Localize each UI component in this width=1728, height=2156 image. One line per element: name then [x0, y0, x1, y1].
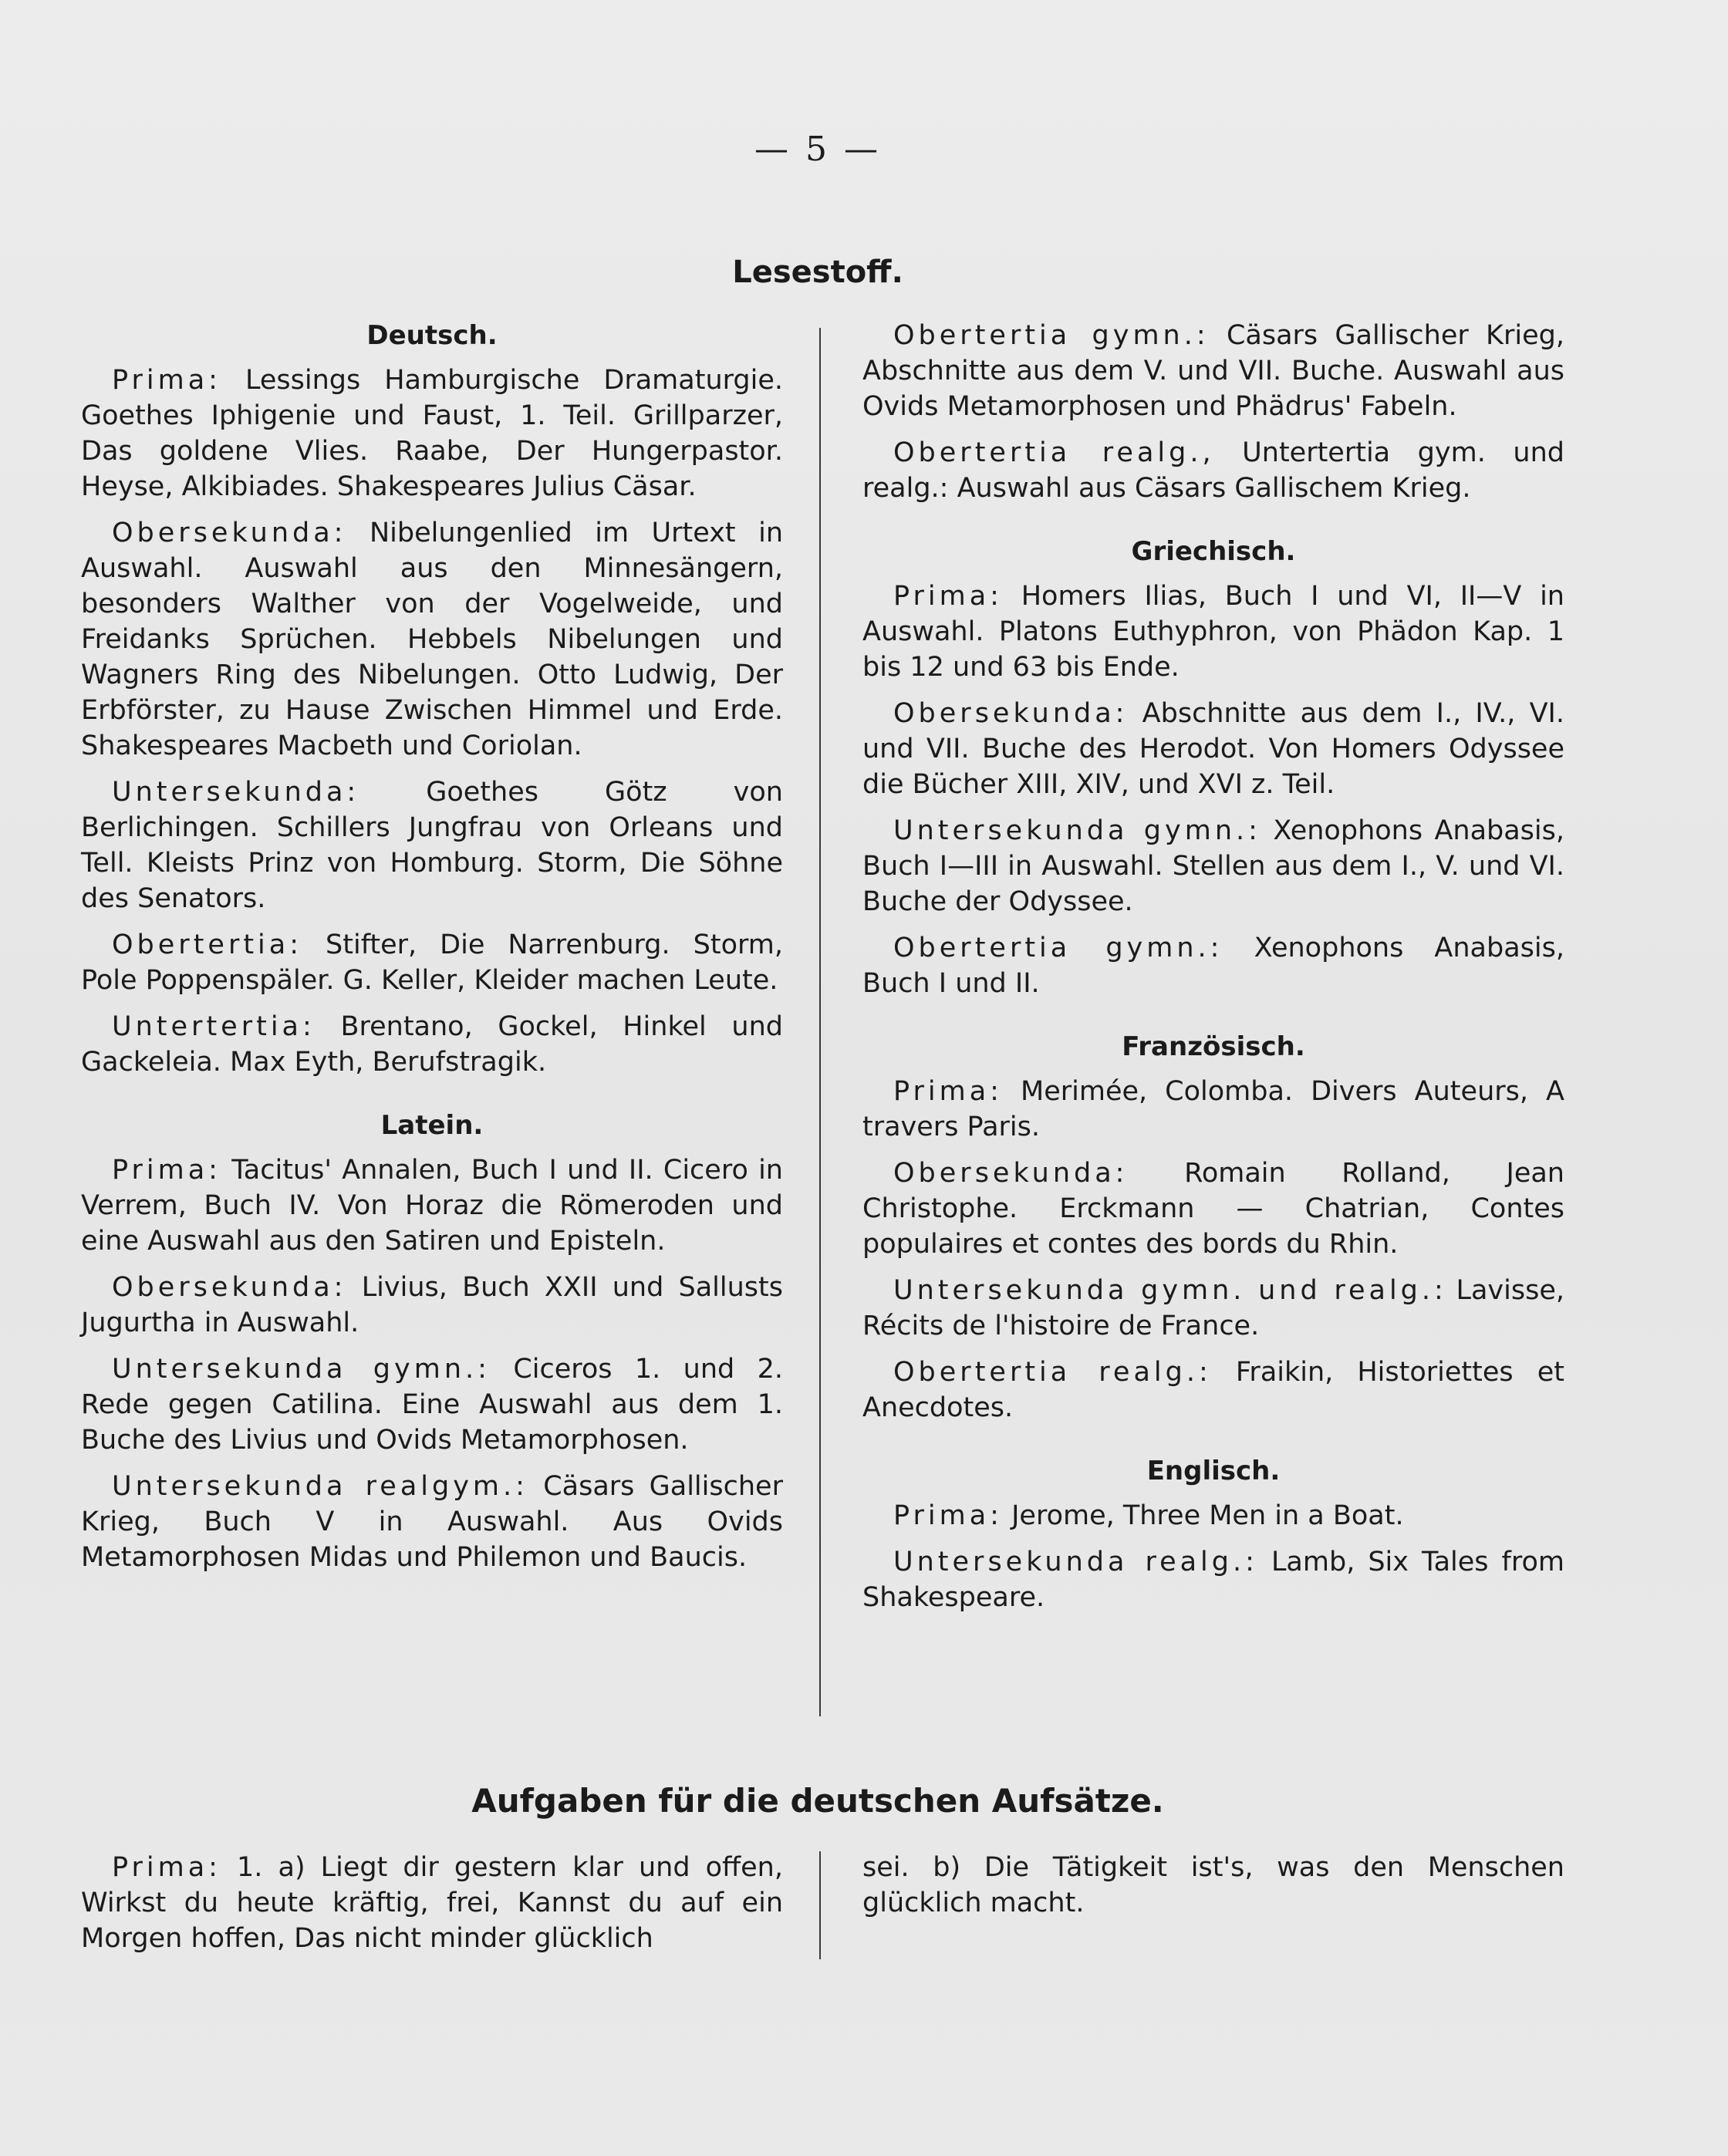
grade-label: Obertertia: — [112, 930, 303, 960]
grade-label: Obertertia realg.: — [893, 1357, 1212, 1388]
grade-label: Obersekunda: — [893, 698, 1129, 729]
entry-text: Lamb, Six Tales from Shakespeare. — [862, 1547, 1564, 1613]
grade-label: Obertertia gymn.: — [893, 933, 1223, 963]
reading-entry — [862, 813, 1564, 919]
entry-text: Merimée, Colomba. Divers Auteurs, A travers Paris. — [862, 1076, 1564, 1142]
grade-label: Untersekunda gymn.: — [893, 815, 1261, 846]
entry-text: Homers Ilias, Buch I und VI, II—V in Auswahl. Platons Euthyphron, von Phädon Kap. 1 bis 12 und 63 bis Ende. — [862, 581, 1564, 683]
essay-right-column — [862, 1850, 1564, 1932]
grade-label: Prima: — [112, 365, 221, 396]
reading-entry — [81, 774, 783, 916]
entry-text: Stifter, Die Narrenburg. Storm, Pole Poppenspäler. G. Keller, Kleider machen Leute. — [81, 930, 783, 996]
reading-entry — [862, 1544, 1564, 1615]
reading-entry — [81, 1351, 783, 1458]
reading-entry — [81, 363, 783, 504]
grade-label: Prima: — [112, 1852, 221, 1883]
right-column — [862, 318, 1564, 1626]
grade-label: Untersekunda gymn. und realg.: — [893, 1275, 1447, 1306]
entry-text: Fraikin, Historiettes et Anecdotes. — [862, 1357, 1564, 1423]
grade-label: Untertertia: — [112, 1011, 316, 1042]
reading-entry — [862, 1498, 1564, 1533]
grade-label: Obertertia gymn.: — [893, 320, 1210, 351]
entry-text: Abschnitte aus dem I., IV., VI. und VII. Buche des Herodot. Von Homers Odyssee die Bücher XIII, XIV, und XVI z. Teil. — [862, 698, 1564, 800]
entry-text: Jerome, Three Men in a Boat. — [1011, 1500, 1404, 1531]
essay-entry — [81, 1850, 783, 1956]
page-number: — 5 — — [754, 130, 881, 169]
grade-label: Untersekunda realgym.: — [112, 1471, 528, 1502]
section-title-lesestoff: Lesestoff. — [732, 255, 903, 290]
grade-label: Untersekunda: — [112, 777, 360, 808]
entry-text: Ciceros 1. und 2. Rede gegen Catilina. Eine Auswahl aus dem 1. Buche des Livius und Ovids Metamorphosen. — [81, 1354, 783, 1456]
grade-label: Prima: — [893, 1500, 1003, 1531]
essay-left-column — [81, 1850, 783, 1967]
entry-text: Xenophons Anabasis, Buch I und II. — [862, 933, 1564, 999]
reading-entry — [862, 1156, 1564, 1262]
entry-text: Lessings Hamburgische Dramaturgie. Goethes Iphigenie und Faust, 1. Teil. Grillparzer, Das goldene Vlies. Raabe, Der Hungerpastor. Heyse, Alkibiades. Shakespeares Julius Cäsar. — [81, 365, 783, 502]
entry-text: Cäsars Gallischer Krieg, Abschnitte aus dem V. und VII. Buche. Auswahl aus Ovids Metamorphosen und Phädrus' Fabeln. — [862, 320, 1564, 422]
entry-text: Nibelungenlied im Urtext in Auswahl. Auswahl aus den Minnesängern, besonders Walther von der Vogelweide, und Freidanks Sprüchen. Hebbels Nibelungen und Wagners Ring des Nibelungen. Otto Ludwig, Der Erbförster, zu Hause Zwischen Himmel und Erde. Shakespeares Macbeth und Coriolan. — [81, 518, 783, 761]
entry-text: Livius, Buch XXII und Sallusts Jugurtha in Auswahl. — [81, 1272, 783, 1338]
reading-entry — [81, 1009, 783, 1080]
entry-text: Brentano, Gockel, Hinkel und Gackeleia. Max Eyth, Berufstragik. — [81, 1011, 783, 1078]
column-divider — [819, 1851, 821, 1959]
entry-text: sei. b) Die Tätigkeit ist's, was den Menschen glücklich macht. — [862, 1852, 1564, 1918]
entry-text: Lavisse, Récits de l'histoire de France. — [862, 1275, 1564, 1341]
reading-entry — [81, 515, 783, 764]
grade-label: Obersekunda: — [893, 1158, 1129, 1189]
grade-label: Obertertia realg., — [893, 437, 1215, 468]
entry-text: 1. a) Liegt dir gestern klar und offen, Wirkst du heute kräftig, frei, Kannst du auf ein Morgen hoffen, Das nicht minder glücklich — [81, 1852, 783, 1954]
reading-entry — [862, 318, 1564, 424]
grade-label: Prima: — [112, 1155, 221, 1186]
grade-label: Untersekunda realg.: — [893, 1547, 1258, 1577]
subject-heading-griechisch: Griechisch. — [1131, 536, 1296, 567]
reading-entry — [81, 927, 783, 998]
subject-heading-franzoesisch: Französisch. — [1122, 1031, 1305, 1062]
left-column — [81, 318, 783, 1586]
grade-label: Obersekunda: — [112, 1272, 347, 1303]
essay-entry — [862, 1850, 1564, 1921]
entry-text: Tacitus' Annalen, Buch I und II. Cicero in Verrem, Buch IV. Von Horaz die Römeroden und eine Auswahl aus den Satiren und Episteln. — [81, 1155, 783, 1257]
reading-entry — [862, 435, 1564, 506]
subject-heading-englisch: Englisch. — [1146, 1456, 1281, 1486]
reading-entry — [81, 1152, 783, 1259]
entry-text: Cäsars Gallischer Krieg, Buch V in Auswahl. Aus Ovids Metamorphosen Midas und Philemon und Baucis. — [81, 1471, 783, 1573]
reading-entry — [81, 1469, 783, 1575]
reading-entry — [862, 1074, 1564, 1145]
column-divider — [819, 328, 821, 1716]
reading-entry — [862, 696, 1564, 802]
entry-text: Untertertia gym. und realg.: Auswahl aus Cäsars Gallischem Krieg. — [862, 437, 1564, 504]
reading-entry — [862, 930, 1564, 1001]
grade-label: Obersekunda: — [112, 518, 347, 548]
subject-heading-deutsch: Deutsch. — [366, 320, 498, 351]
section-title-aufgaben: Aufgaben für die deutschen Aufsätze. — [471, 1782, 1164, 1820]
reading-entry — [862, 1355, 1564, 1426]
entry-text: Romain Rolland, Jean Christophe. Erckmann — Chatrian, Contes populaires et contes des bords du Rhin. — [862, 1158, 1564, 1260]
entry-text: Xenophons Anabasis, Buch I—III in Auswahl. Stellen aus dem I., V. und VI. Buche der Odyssee. — [862, 815, 1564, 917]
grade-label: Prima: — [893, 1076, 1003, 1107]
reading-entry — [862, 1273, 1564, 1344]
reading-entry — [81, 1270, 783, 1341]
reading-entry — [862, 579, 1564, 685]
grade-label: Prima: — [893, 581, 1003, 612]
grade-label: Untersekunda gymn.: — [112, 1354, 491, 1385]
entry-text: Goethes Götz von Berlichingen. Schillers Jungfrau von Orleans und Tell. Kleists Prinz von Homburg. Storm, Die Söhne des Senators. — [81, 777, 783, 914]
subject-heading-latein: Latein. — [380, 1110, 484, 1141]
